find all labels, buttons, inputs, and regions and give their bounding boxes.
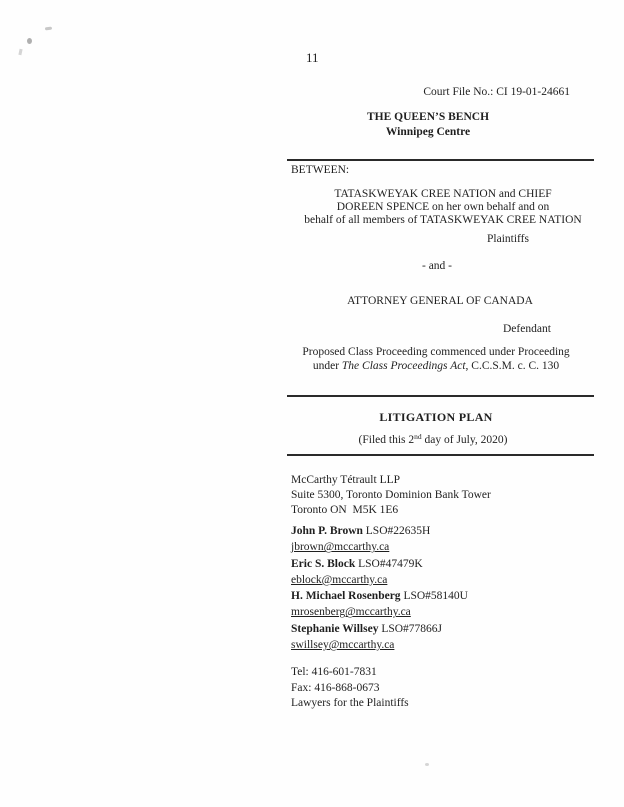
- lawyer-email: jbrown@mccarthy.ca: [291, 541, 390, 554]
- scan-artifact: [27, 38, 32, 44]
- proceeding-note-line-2: [282, 360, 590, 374]
- lawyer-email-line: [291, 604, 468, 620]
- lawyer-email: swillsey@mccarthy.ca: [291, 639, 395, 652]
- lawyers-role-line: Lawyers for the Plaintiffs: [291, 697, 409, 709]
- lawyer-line: [291, 621, 468, 637]
- horizontal-rule: [287, 395, 594, 397]
- horizontal-rule: [287, 454, 594, 456]
- plaintiff-name-line: TATASKWEYAK CREE NATION and CHIEF: [334, 188, 552, 200]
- lawyer-lso: LSO#22635H: [365, 525, 431, 537]
- firm-name: McCarthy Tétrault LLP: [291, 474, 401, 486]
- firm-address-line: Suite 5300, Toronto Dominion Bank Tower: [291, 489, 491, 501]
- proceeding-note-prefix: under: [312, 359, 342, 372]
- lawyer-email-line: [291, 572, 468, 588]
- court-name: THE QUEEN’S BENCH: [366, 111, 490, 123]
- filed-ordinal-superscript: nd: [414, 432, 422, 441]
- lawyer-lso: LSO#58140U: [403, 590, 468, 603]
- filed-prefix: (Filed this 2: [358, 434, 415, 446]
- scan-artifact: [18, 49, 22, 55]
- court-centre: Winnipeg Centre: [385, 126, 471, 138]
- firm-address-line: Toronto ON M5K 1E6: [291, 504, 399, 516]
- court-file-number: Court File No.: CI 19-01-24661: [423, 86, 570, 98]
- proceeding-note-line-1: Proposed Class Proceeding commenced under Proceeding: [302, 346, 570, 358]
- plaintiffs-label: Plaintiffs: [487, 233, 529, 245]
- statute-title: The Class Proceedings Act: [341, 359, 466, 372]
- and-separator: - and -: [421, 260, 452, 272]
- lawyer-email-line: [291, 539, 468, 555]
- tel-line: Tel: 416-601-7831: [291, 666, 377, 678]
- lawyer-name: H. Michael Rosenberg: [291, 590, 401, 603]
- lawyer-name: Eric S. Block: [291, 557, 356, 570]
- filed-date-line: [279, 430, 587, 448]
- lawyer-email-line: [291, 637, 468, 653]
- lawyer-lso: LSO#77866J: [381, 622, 443, 635]
- defendant-name: ATTORNEY GENERAL OF CANADA: [347, 295, 533, 307]
- plaintiff-name-line: behalf of all members of TATASKWEYAK CREE NATION: [304, 214, 582, 226]
- page-number: 11: [306, 50, 319, 65]
- lawyer-name: Stephanie Willsey: [291, 622, 379, 635]
- defendant-label: Defendant: [503, 323, 551, 335]
- filed-suffix: day of July, 2020): [421, 434, 508, 446]
- lawyer-name: John P. Brown: [291, 525, 363, 537]
- between-label: BETWEEN:: [291, 164, 350, 176]
- lawyer-line: [291, 556, 468, 572]
- lawyer-lso: LSO#47479K: [358, 557, 423, 570]
- plaintiff-name-line: DOREEN SPENCE on her own behalf and on: [336, 201, 550, 213]
- document-title: LITIGATION PLAN: [379, 410, 493, 424]
- fax-line: Fax: 416-868-0673: [291, 681, 380, 694]
- lawyer-line: [291, 523, 468, 539]
- lawyer-email: mrosenberg@mccarthy.ca: [291, 606, 411, 619]
- lawyer-line: [291, 588, 468, 604]
- scan-artifact: [425, 763, 429, 766]
- scan-artifact: [45, 27, 52, 31]
- horizontal-rule: [287, 159, 594, 161]
- lawyer-email: eblock@mccarthy.ca: [291, 573, 388, 586]
- proceeding-note-suffix: , C.C.S.M. c. C. 130: [465, 359, 560, 372]
